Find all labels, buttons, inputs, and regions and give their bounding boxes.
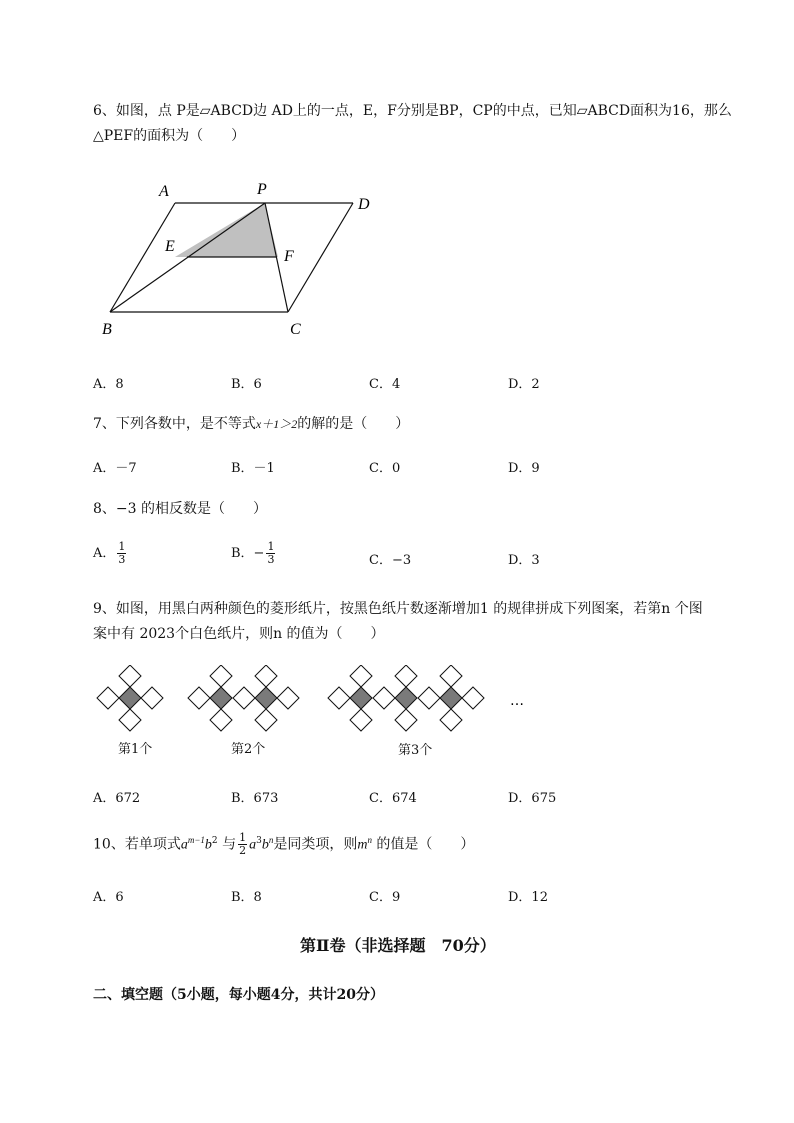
parallelogram-figure: [95, 175, 395, 345]
q8-option-b[interactable]: [231, 541, 277, 566]
white-tile: [440, 665, 462, 687]
white-tile: [141, 687, 163, 709]
q8-option-a-fraction: $\frac{1}{3}$: [118, 540, 126, 566]
q10-m-exp: n: [367, 834, 372, 845]
white-tile: [119, 709, 141, 731]
white-tile: [255, 665, 277, 687]
white-tile: [277, 687, 299, 709]
white-tile: [233, 687, 255, 709]
label-f: F: [284, 248, 294, 265]
white-tile: [395, 665, 417, 687]
label-c: C: [290, 321, 301, 338]
label-b: B: [102, 321, 112, 338]
label-e: E: [165, 238, 175, 255]
q7-option-a[interactable]: A．－7: [93, 461, 137, 476]
q9-option-b[interactable]: B．673: [231, 791, 279, 806]
q10-option-d[interactable]: D．12: [508, 890, 548, 905]
q10-tail: 的值是（ ）: [376, 836, 475, 853]
q8-text: 8、−3 的相反数是（ ）: [93, 501, 267, 517]
tile-groups: [97, 665, 484, 731]
q6-option-c[interactable]: C．4: [369, 377, 401, 392]
q10-option-b[interactable]: B．8: [231, 890, 262, 905]
white-tile: [328, 687, 350, 709]
white-tile: [440, 709, 462, 731]
q10-mid: 与: [222, 836, 237, 853]
white-tile: [350, 665, 372, 687]
q9-text-line1: 9、如图，用黑白两种颜色的菱形纸片，按黑色纸片数逐渐增加1 的规律拼成下列图案，若第n 个图: [93, 601, 703, 617]
q6-text-line1: 6、如图，点 P是▱ABCD边 AD上的一点，E，F分别是BP，CP的中点，已知▱ABCD面积为16，那么: [93, 103, 732, 119]
label-p: P: [257, 181, 267, 198]
q7-prefix: 7、下列各数中，是不等式: [93, 416, 256, 432]
q6-option-d[interactable]: D．2: [508, 377, 540, 392]
label-d: D: [358, 196, 370, 213]
q8-option-b-fraction: $\frac{1}{3}$: [267, 540, 275, 566]
white-tile: [119, 665, 141, 687]
q10-term1-bexp: 2: [211, 835, 218, 846]
pattern-label-3: 第3个: [398, 743, 433, 758]
white-tile: [97, 687, 119, 709]
q8-option-b-prefix: B．−: [231, 546, 265, 561]
pattern-label-1: 第1个: [118, 742, 153, 757]
pattern-label-2: 第2个: [231, 742, 266, 757]
label-a: A: [159, 183, 169, 200]
q10-term1-b: b: [204, 837, 212, 853]
q8-option-a-prefix: A．: [93, 546, 116, 561]
side-ab: [110, 203, 175, 312]
tile-pattern-figure: [95, 665, 525, 760]
black-tile: [255, 687, 277, 709]
q6-option-a[interactable]: A．8: [93, 377, 124, 392]
q7-inequality: x＋1＞2: [255, 417, 298, 431]
q9-option-a[interactable]: A．672: [93, 791, 141, 806]
pattern-ellipsis: …: [510, 693, 524, 709]
white-tile: [210, 709, 232, 731]
white-tile: [462, 687, 484, 709]
white-tile: [350, 709, 372, 731]
q10-text: [93, 832, 474, 857]
q7-option-d[interactable]: D．9: [508, 461, 540, 476]
q9-option-d[interactable]: D．675: [508, 791, 557, 806]
q8-option-c[interactable]: C．−3: [369, 553, 412, 568]
q10-option-a[interactable]: A．6: [93, 890, 124, 905]
black-tile: [395, 687, 417, 709]
q7-option-b[interactable]: B．－1: [231, 461, 275, 476]
q10-m-base: m: [357, 837, 368, 853]
white-tile: [210, 665, 232, 687]
section2-subtitle: 二、填空题（5小题，每小题4分，共计20分）: [93, 987, 384, 1003]
white-tile: [418, 687, 440, 709]
q10-term2-exp: 3: [256, 835, 262, 846]
q6-option-b[interactable]: B．6: [231, 377, 262, 392]
q7-suffix: 的解的是（ ）: [297, 416, 410, 432]
black-tile: [210, 687, 232, 709]
white-tile: [188, 687, 210, 709]
black-tile: [440, 687, 462, 709]
white-tile: [395, 709, 417, 731]
black-tile: [350, 687, 372, 709]
q7-option-c[interactable]: C．0: [369, 461, 401, 476]
q10-term2-bexp: n: [268, 834, 274, 845]
white-tile: [373, 687, 395, 709]
black-tile: [119, 687, 141, 709]
q10-fraction: $\frac{1}{2}$: [239, 831, 247, 857]
section2-title: 第Ⅱ卷（非选择题 70分）: [300, 936, 496, 955]
q9-option-c[interactable]: C．674: [369, 791, 417, 806]
q7-text: [93, 413, 409, 433]
q8-option-d[interactable]: D．3: [508, 553, 540, 568]
q10-term2-b: b: [261, 837, 269, 853]
white-tile: [255, 709, 277, 731]
q9-text-line2: 案中有 2023个白色纸片，则n 的值为（ ）: [93, 626, 385, 642]
q10-term1-base: a: [180, 837, 188, 853]
q10-suffix: 是同类项，则: [273, 836, 358, 853]
q8-option-a[interactable]: [93, 541, 128, 566]
q10-term1-exp: m−1: [187, 834, 205, 845]
q10-prefix: 10、若单项式: [93, 836, 181, 853]
side-dc: [288, 203, 353, 312]
q6-text-line2: △PEF的面积为（ ）: [93, 128, 246, 144]
q10-option-c[interactable]: C．9: [369, 890, 401, 905]
q10-term2-base: a: [249, 837, 257, 853]
